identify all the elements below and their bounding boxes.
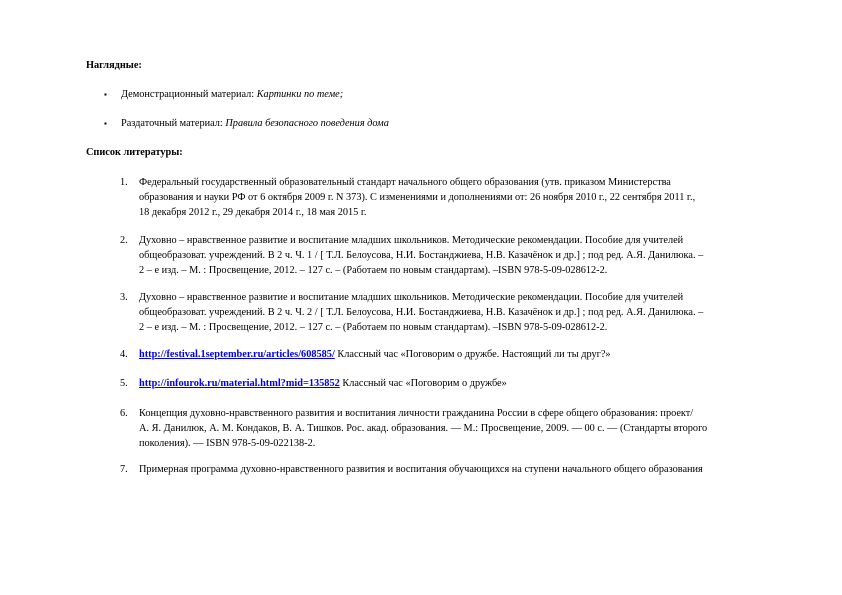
bullet-item-handout <box>104 116 389 131</box>
reference-number: 2. <box>120 235 128 246</box>
reference-text <box>139 233 799 278</box>
reference-number: 7. <box>120 464 128 475</box>
reference-line: 2 – е изд. – М. : Просвещение, 2012. – 127 с. – (Работаем по новым стандартам). –ISBN 978-5-09-028612-2. <box>139 322 608 333</box>
reference-line: 2 – е изд. – М. : Просвещение, 2012. – 127 с. – (Работаем по новым стандартам). –ISBN 978-5-09-028612-2. <box>139 265 608 276</box>
references-heading: Список литературы: <box>86 147 183 158</box>
reference-link-caption: Классный час «Поговорим о дружбе» <box>339 378 507 389</box>
bullet-label: Раздаточный материал: <box>121 118 226 129</box>
reference-number: 6. <box>120 408 128 419</box>
reference-number: 5. <box>120 378 128 389</box>
reference-text <box>139 376 799 391</box>
reference-link-caption: Классный час «Поговорим о дружбе. Настоящий ли ты друг?» <box>334 349 611 360</box>
bullet-value: Правила безопасного поведения дома <box>225 118 389 129</box>
reference-line: А. Я. Данилюк, А. М. Кондаков, В. А. Тишков. Рос. акад. образования. — М.: Просвещение, 2009. — 00 с. — (Стандарты второго <box>139 423 708 434</box>
bullet-icon: ▪ <box>104 90 107 99</box>
bullet-item-demonstration <box>104 87 343 102</box>
reference-line: общеобразоват. учреждений. В 2 ч. Ч. 2 / [ Т.Л. Белоусова, Н.И. Бостанджиева, Н.В. Казачёнок и др.] ; под ред. А.Я. Данилюка. – <box>139 307 704 318</box>
reference-line: Примерная программа духовно-нравственного развития и воспитания обучающихся на ступени начального общего образования <box>139 464 703 475</box>
reference-text <box>139 462 799 477</box>
reference-line: Концепция духовно-нравственного развития и воспитания личности гражданина России в сфере общего образования: проект/ <box>139 408 694 419</box>
reference-link[interactable]: http://festival.1september.ru/articles/608585/ <box>139 349 335 360</box>
reference-line: Федеральный государственный образовательный стандарт начального общего образования (утв. приказом Министерства <box>139 177 671 188</box>
reference-text <box>139 175 799 220</box>
reference-line: Духовно – нравственное развитие и воспитание младших школьников. Методические рекомендации. Пособие для учителей <box>139 235 684 246</box>
reference-text <box>139 290 799 335</box>
reference-line: Духовно – нравственное развитие и воспитание младших школьников. Методические рекомендации. Пособие для учителей <box>139 292 684 303</box>
reference-line: 18 декабря 2012 г., 29 декабря 2014 г., 18 мая 2015 г. <box>139 207 367 218</box>
reference-link[interactable]: http://infourok.ru/material.html?mid=135852 <box>139 378 340 389</box>
reference-text <box>139 406 799 451</box>
reference-number: 1. <box>120 177 128 188</box>
reference-line: образования и науки РФ от 6 октября 2009 г. N 373). С изменениями и дополнениями от: 26 ноября 2010 г., 22 сентября 2011 г., <box>139 192 696 203</box>
reference-line: поколения). — ISBN 978-5-09-022138-2. <box>139 438 316 449</box>
reference-number: 3. <box>120 292 128 303</box>
bullet-label: Демонстрационный материал: <box>121 89 257 100</box>
reference-text <box>139 347 799 362</box>
bullet-icon: ▪ <box>104 119 107 128</box>
visual-aids-heading: Наглядные: <box>86 60 142 71</box>
reference-number: 4. <box>120 349 128 360</box>
bullet-value: Картинки по теме; <box>256 89 344 100</box>
reference-line: общеобразоват. учреждений. В 2 ч. Ч. 1 / [ Т.Л. Белоусова, Н.И. Бостанджиева, Н.В. Казачёнок и др.] ; под ред. А.Я. Данилюка. – <box>139 250 704 261</box>
